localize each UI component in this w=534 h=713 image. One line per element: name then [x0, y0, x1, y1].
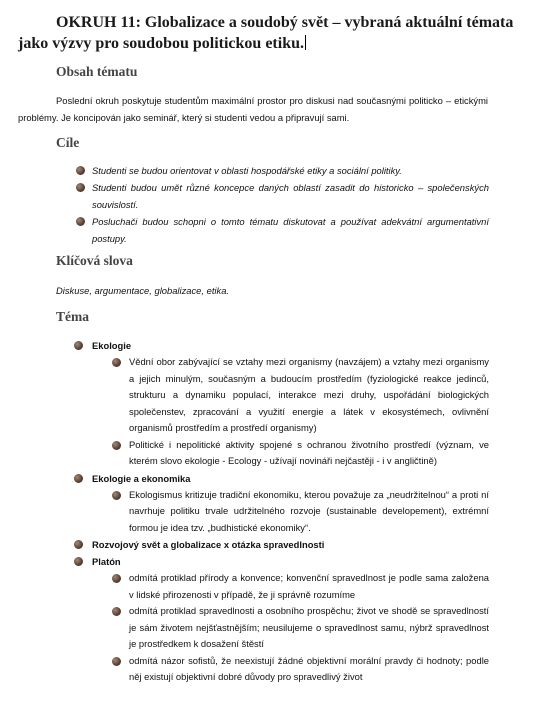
document-title: OKRUH 11: Globalizace a soudobý svět – vybraná aktuální témata jako výzvy pro soudobou politickou etiku.: [18, 14, 514, 52]
list-item: Vědní obor zabývající se vztahy mezi organismy (navzájem) a vztahy mezi organismy a jejich minulým, současným a budoucím prostředím (fyziologické reakce jedinců, strukturu a dynamiku populací, interakce mezi druhy, uspořádání biologických společenstev, zpracování a využití energie a látek v ekosystémech, ovlivnění organismů prostředím a prostředí organismy): [92, 354, 489, 437]
heading-obsah: Obsah tématu: [56, 64, 138, 79]
subtopics-list: [92, 570, 489, 686]
list-item: Politické i nepolitické aktivity spojené s ochranou životního prostředí (význam, ve kterém slovo ekologie - Ecology - užívají novináři nejčastěji - i v angličtině): [92, 437, 489, 470]
topic-rozvojovy-svet: Rozvojový svět a globalizace x otázka spravedlnosti: [74, 536, 489, 553]
bullet-icon: [112, 657, 121, 666]
bullet-icon: [74, 474, 83, 483]
bullet-icon: [112, 358, 121, 367]
bullet-icon: [76, 217, 85, 226]
obsah-text: Poslední okruh poskytuje studentům maximální prostor pro diskusi nad současnými politicko – etickými problémy. Je koncipován jako seminář, který si studenti vedou a připravují sami.: [18, 95, 488, 123]
list-item: Posluchači budou schopni o tomto tématu diskutovat a používat adekvátní argumentativní postupy.: [76, 213, 489, 247]
bullet-icon: [76, 183, 85, 192]
bullet-icon: [76, 166, 85, 175]
bullet-icon: [112, 607, 121, 616]
keywords-text: Diskuse, argumentace, globalizace, etika.: [56, 285, 230, 296]
list-item: Ekologismus kritizuje tradiční ekonomiku, kterou považuje za „neudržitelnou“ a proti ní navrhuje politiku trvale udržitelného rozvoje (sustainable developement), extrémní formou je idea tzv. „budhistické ekonomiky“.: [92, 487, 489, 537]
heading-tema: Téma: [56, 309, 89, 324]
bullet-icon: [74, 540, 83, 549]
text-cursor: [305, 35, 306, 50]
goals-list: [76, 162, 489, 247]
list-item: odmítá protiklad spravedlnosti a osobního prospěchu; život ve shodě se spravedlností je sám životem nejšťastnějším; neusilujeme o spravedlnost samu, nýbrž spravedlnost je prostředkem k dosažení štěstí: [92, 603, 489, 653]
bullet-icon: [112, 574, 121, 583]
bullet-icon: [112, 491, 121, 500]
bullet-icon: [112, 441, 121, 450]
topic-platon: Platón odmítá protiklad přírody a konvence; konvenční spravedlnost je podle sama založena v lidské přirozenosti v případě, že ji správně rozumíme odmítá protiklad spravedlnosti a osobního prospěchu; život ve shodě se spravedlností je sám životem nejšťastnějším; neusilujeme o spravedlnost samu, nýbrž spravedlnost je prostředkem k dosažení štěstí odmítá názor sofistů, že neexistují žádné objektivní morální pravdy či hodnoty; podle něj existují objektivní dobré důvody pro spravedlivý život: [74, 553, 489, 686]
topics-list: [74, 337, 489, 686]
bullet-icon: [74, 557, 83, 566]
heading-cile: Cíle: [56, 135, 80, 150]
list-item: odmítá názor sofistů, že neexistují žádné objektivní morální pravdy či hodnoty; podle něj existují objektivní dobré důvody pro spravedlivý život: [92, 653, 489, 686]
topic-ekologie-a-ekonomika: Ekologie a ekonomika Ekologismus kritizuje tradiční ekonomiku, kterou považuje za „neudržitelnou“ a proti ní navrhuje politiku trvale udržitelného rozvoje (sustainable developement), extrémní formou je idea tzv. „budhistické ekonomiky“.: [74, 470, 489, 537]
heading-klicova-slova: Klíčová slova: [56, 253, 133, 268]
subtopics-list: [92, 354, 489, 470]
topic-ekologie: Ekologie Vědní obor zabývající se vztahy mezi organismy (navzájem) a vztahy mezi organismy a jejich minulým, současným a budoucím prostředím (fyziologické reakce jedinců, strukturu a dynamiku populací, interakce mezi druhy, uspořádání biologických společenstev, zpracování a využití energie a látek v ekosystémech, ovlivnění organismů prostředím a prostředí organismy) Politické i nepolitické aktivity spojené s ochranou životního prostředí (význam, ve kterém slovo ekologie - Ecology - užívají novináři nejčastěji - i v angličtině): [74, 337, 489, 470]
list-item: Studenti se budou orientovat v oblasti hospodářské etiky a sociální politiky.: [76, 162, 489, 179]
subtopics-list: [92, 487, 489, 537]
list-item: Studenti budou umět různé koncepce daných oblastí zasadit do historicko – společenských souvislostí.: [76, 179, 489, 213]
list-item: odmítá protiklad přírody a konvence; konvenční spravedlnost je podle sama založena v lidské přirozenosti v případě, že ji správně rozumíme: [92, 570, 489, 603]
bullet-icon: [74, 341, 83, 350]
